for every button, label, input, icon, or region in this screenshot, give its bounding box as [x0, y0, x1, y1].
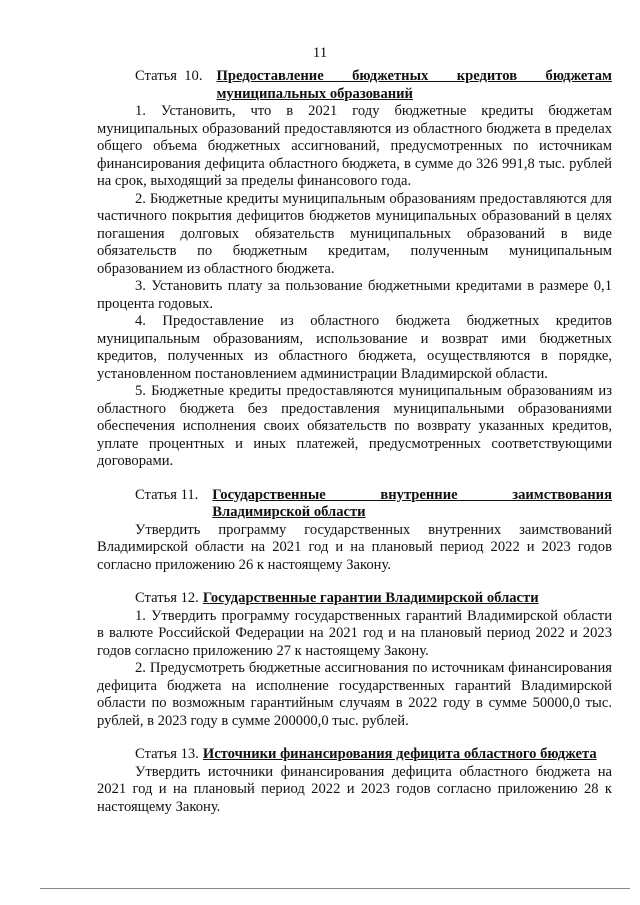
article-10-title [216, 68, 612, 103]
article-10-paragraph-4: 4. Предоставление из областного бюджета бюджетных кредитов муниципальным образованиям, использование и возврат ими бюджетных кредитов, полученных из областного бюджета, осуществляются в порядке, установленном постановлением администрации Владимирской области. [97, 313, 612, 382]
article-11-paragraph-1: Утвердить программу государственных внутренних заимствований Владимирской области на 2021 год и на плановый период 2022 и 2023 годов согласно приложению 26 к настоящему Закону. [97, 521, 612, 573]
article-13-title: Источники финансирования дефицита областного бюджета [202, 746, 597, 762]
article-12-title: Государственные гарантии Владимирской области [202, 590, 539, 606]
page-number: 11 [312, 45, 328, 61]
article-13-heading [97, 746, 612, 764]
article-10-label: Статья 10. [135, 68, 203, 84]
article-10-heading [97, 68, 612, 103]
article-12-paragraph-2: 2. Предусмотреть бюджетные ассигнования по источникам финансирования дефицита бюджета на исполнение государственных гарантий Владимирской области по возможным гарантийным случаям в 2022 году в сумме 50000,0 тыс. рублей, в 2023 году в сумме 200000,0 тыс. рублей. [97, 660, 612, 729]
article-10-paragraph-3: 3. Установить плату за пользование бюджетными кредитами в размере 0,1 процента годовых. [97, 278, 612, 312]
article-10-title-line1: Предоставление бюджетных кредитов бюджетам [216, 68, 612, 84]
article-12-paragraph-1: 1. Утвердить программу государственных гарантий Владимирской области в валюте Российской Федерации на 2021 год и на плановый период 2022 и 2023 годов согласно приложению 27 к настоящему Закону. [97, 607, 612, 659]
article-11-title-line2: Владимирской области [212, 504, 366, 520]
article-12-label: Статья 12. [135, 590, 199, 606]
article-11-heading [97, 487, 612, 522]
article-11-title [212, 487, 612, 522]
article-10-paragraph-5: 5. Бюджетные кредиты предоставляются муниципальным образованиям из областного бюджета без предоставления муниципальными образованиями обеспечения исполнения своих обязательств по возврату указанных кредитов, уплате процентных и иных платежей, предусмотренных соответствующими договорами. [97, 383, 612, 469]
scan-edge-line [40, 888, 630, 889]
document-body [97, 68, 612, 816]
article-13-paragraph-1: Утвердить источники финансирования дефицита областного бюджета на 2021 год и на плановый период 2022 и 2023 годов согласно приложению 28 к настоящему Закону. [97, 763, 612, 815]
article-11-title-line1: Государственные внутренние заимствования [212, 486, 612, 503]
article-12-heading [97, 590, 612, 608]
article-10-paragraph-1: 1. Установить, что в 2021 году бюджетные кредиты бюджетам муниципальных образований предоставляются из областного бюджета в пределах общего объема бюджетных ассигнований, предусмотренных по источникам финансирования дефицита областного бюджета, в сумме до 326 991,8 тыс. рублей на срок, выходящий за пределы финансового года. [97, 103, 612, 189]
article-10-title-line2: муниципальных образований [216, 85, 413, 102]
article-10-paragraph-2: 2. Бюджетные кредиты муниципальным образованиям предоставляются для частичного покрытия дефицитов бюджетов муниципальных образований в целях погашения долговых обязательств муниципальных образований в виде обязательств по бюджетным кредитам, полученным муниципальным образованием из областного бюджета. [97, 190, 612, 277]
article-11-label: Статья 11. [135, 486, 199, 503]
article-13-label: Статья 13. [135, 746, 199, 762]
